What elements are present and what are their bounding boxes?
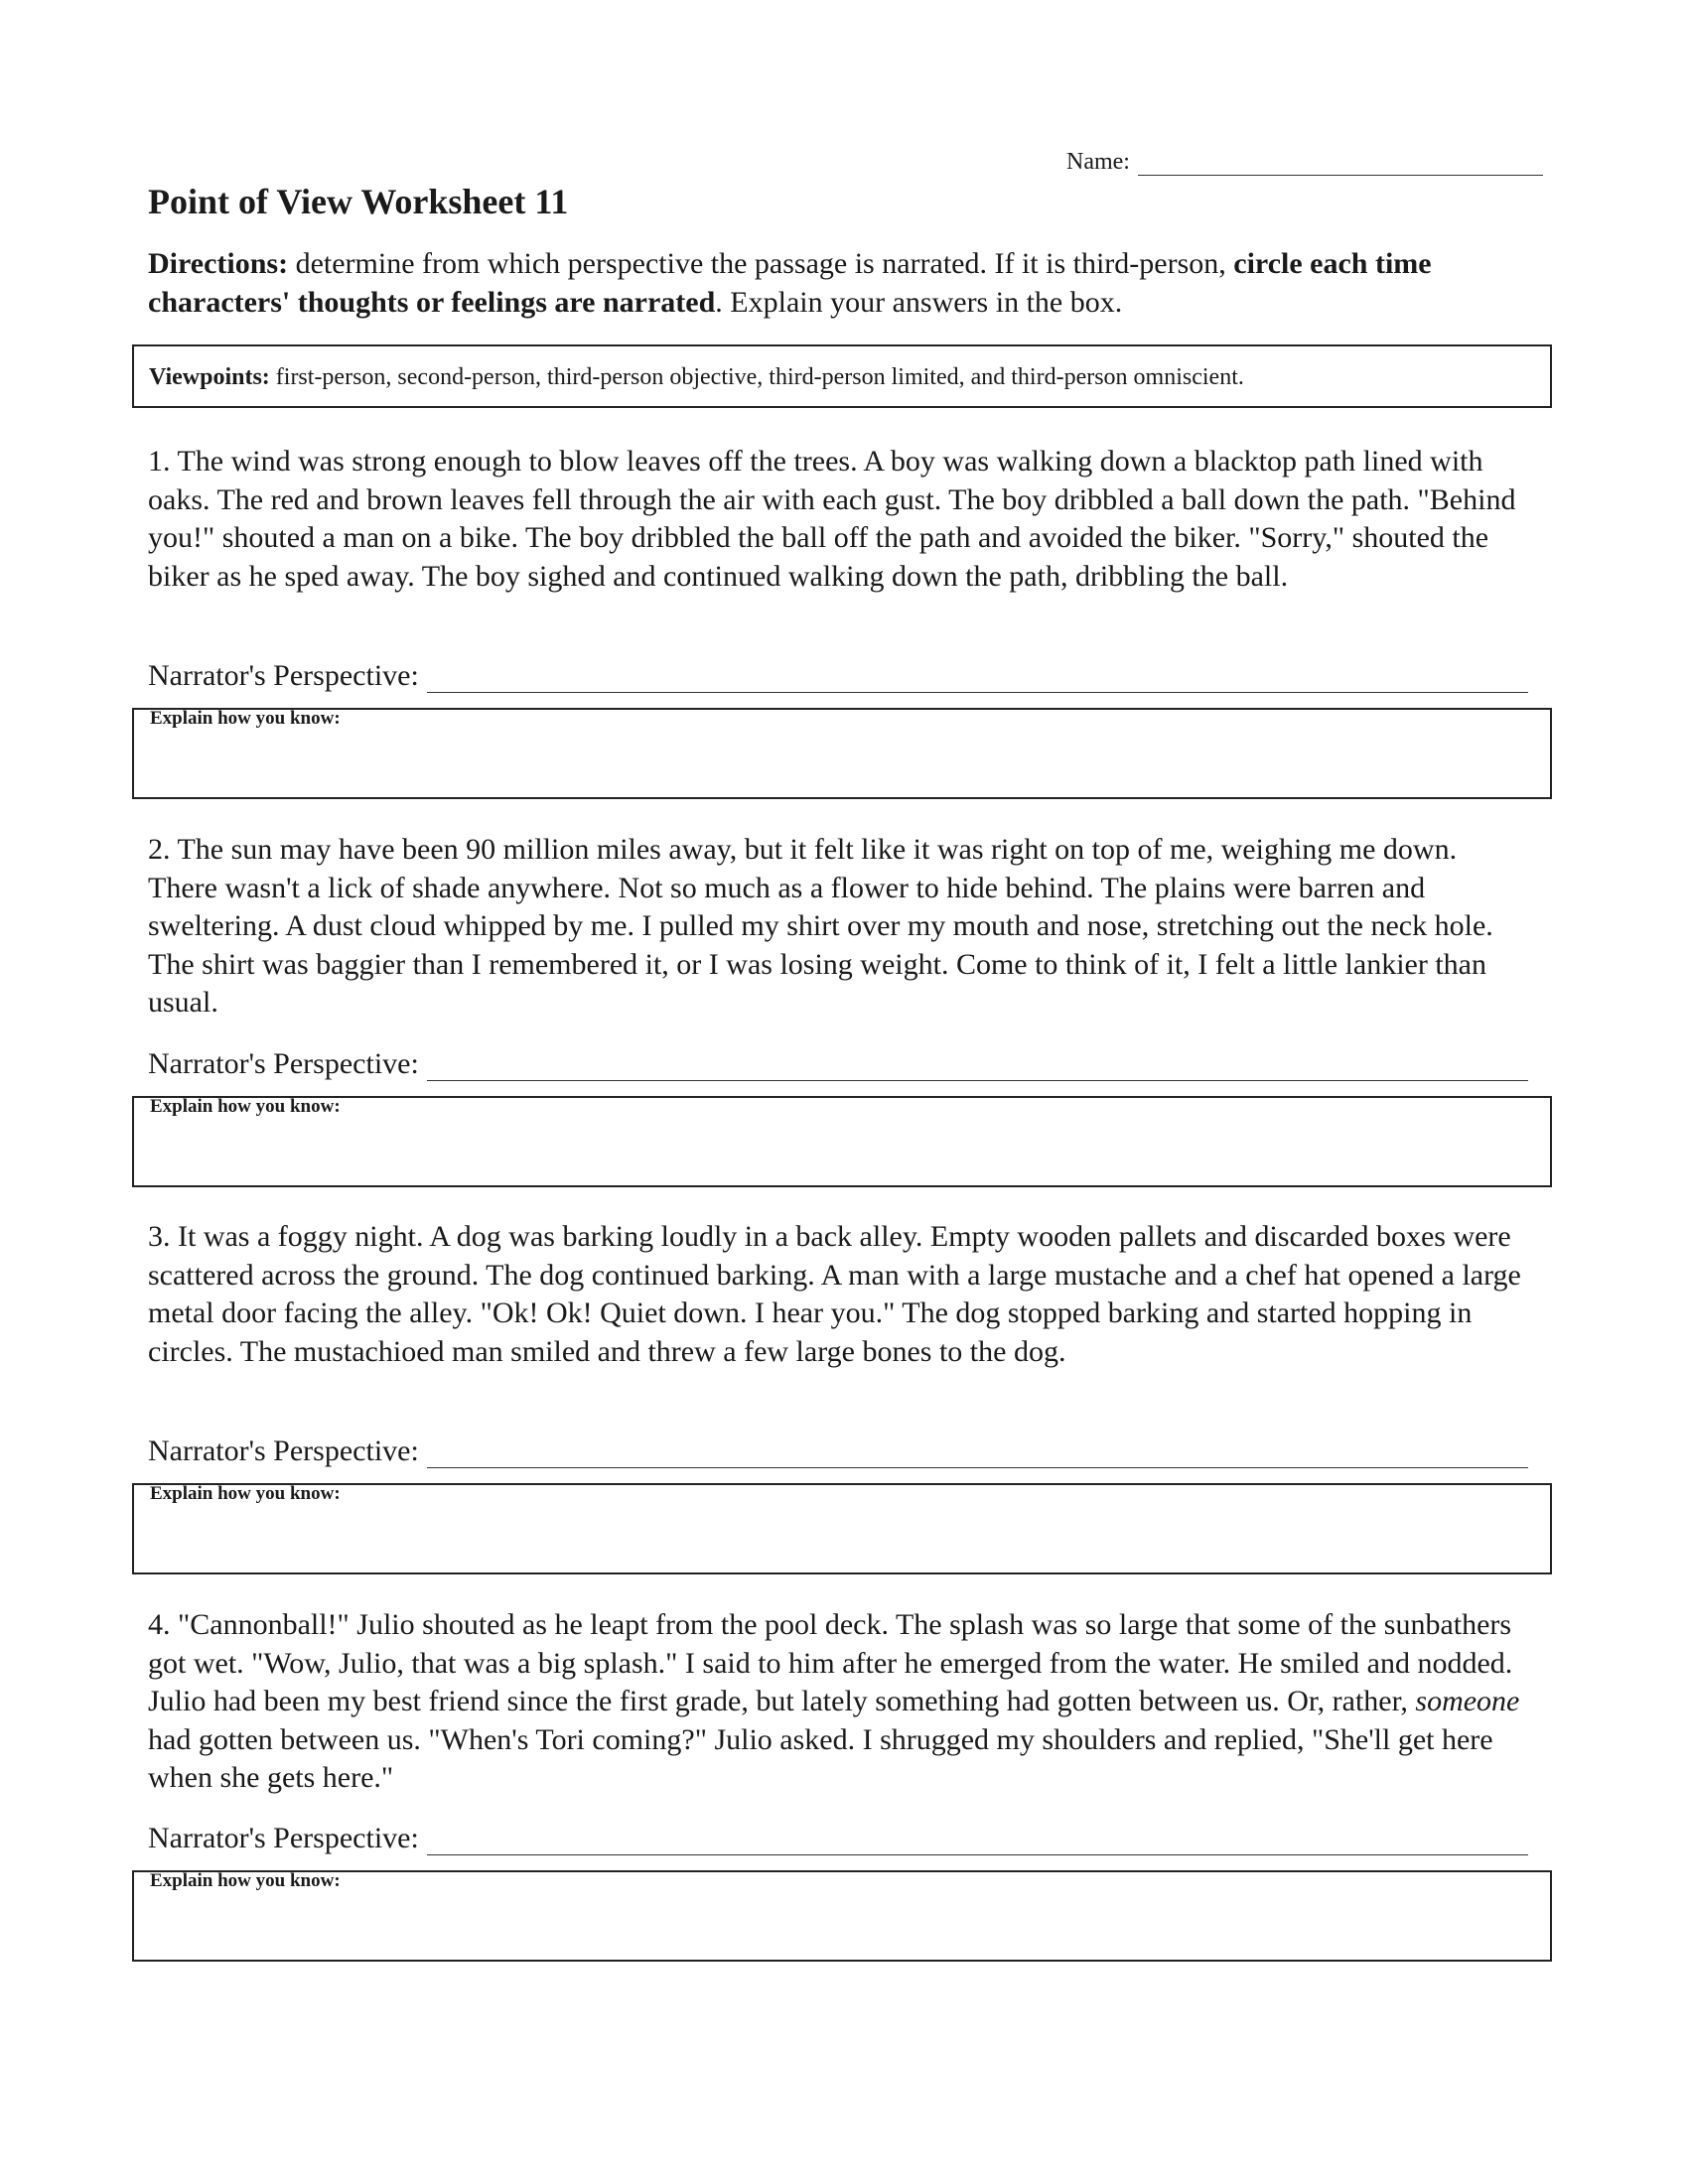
question-4-italic: someone xyxy=(1415,1685,1520,1717)
explain-label: Explain how you know: xyxy=(150,1870,341,1891)
explain-label: Explain how you know: xyxy=(150,1096,341,1117)
name-field[interactable] xyxy=(1066,149,1543,176)
question-1-perspective-field[interactable] xyxy=(148,659,1528,693)
question-4-perspective-field[interactable] xyxy=(148,1822,1528,1855)
perspective-label: Narrator's Perspective: xyxy=(148,1434,419,1467)
explain-label: Explain how you know: xyxy=(150,708,341,729)
worksheet-title: Point of View Worksheet 11 xyxy=(148,182,569,221)
question-3-passage: 3. It was a foggy night. A dog was barking loudly in a back alley. Empty wooden pallets and discarded boxes were scattered across the ground. The dog continued barking. A man with a large mustache and a chef hat opened a large metal door facing the alley. "Ok! Ok! Quiet down. I hear you." The dog stopped barking and started hopping in circles. The mustachioed man smiled and threw a few large bones to the dog. xyxy=(148,1220,1521,1368)
directions-emphasis: circle each time characters' thoughts or feelings are narrated xyxy=(148,247,1432,319)
directions-text-1: determine from which perspective the passage is narrated. If it is third-person, xyxy=(288,247,1234,280)
question-4-explain-box[interactable] xyxy=(132,1870,1552,1962)
viewpoints-box xyxy=(132,344,1552,408)
viewpoints-text: first-person, second-person, third-person objective, third-person limited, and third-person omniscient. xyxy=(269,364,1244,390)
question-2-explain-box[interactable] xyxy=(132,1096,1552,1187)
perspective-label: Narrator's Perspective: xyxy=(148,1047,419,1080)
directions-text-2: . Explain your answers in the box. xyxy=(715,286,1123,319)
perspective-label: Narrator's Perspective: xyxy=(148,659,419,692)
perspective-blank[interactable] xyxy=(427,662,1528,693)
directions-label: Directions: xyxy=(148,247,289,280)
question-4-text-before: 4. "Cannonball!" Julio shouted as he leapt from the pool deck. The splash was so large that some of the sunbathers got wet. "Wow, Julio, that was a big splash." I said to him after he emerged from the water. He smiled and nodded. Julio had been my best friend since the first grade, but lately something had gotten between us. Or, rather, xyxy=(148,1608,1513,1717)
question-3-explain-box[interactable] xyxy=(132,1483,1552,1574)
question-3-perspective-field[interactable] xyxy=(148,1434,1528,1468)
name-label: Name: xyxy=(1066,149,1130,175)
question-2-passage: 2. The sun may have been 90 million miles away, but it felt like it was right on top of me, weighing me down. There wasn't a lick of shade anywhere. Not so much as a flower to hide behind. The plains were barren and sweltering. A dust cloud whipped by me. I pulled my shirt over my mouth and nose, stretching out the neck hole. The shirt was baggier than I remembered it, or I was losing weight. Come to think of it, I felt a little lankier than usual. xyxy=(148,833,1493,1019)
viewpoints-label: Viewpoints: xyxy=(149,364,270,390)
question-2-perspective-field[interactable] xyxy=(148,1047,1528,1081)
question-4-text-after: had gotten between us. "When's Tori coming?" Julio asked. I shrugged my shoulders and replied, "She'll get here when she gets here." xyxy=(148,1722,1493,1794)
name-blank[interactable] xyxy=(1138,149,1543,176)
question-1-explain-box[interactable] xyxy=(132,708,1552,799)
perspective-label: Narrator's Perspective: xyxy=(148,1822,419,1854)
directions xyxy=(148,244,1538,322)
perspective-blank[interactable] xyxy=(427,1825,1528,1855)
explain-label: Explain how you know: xyxy=(150,1483,341,1504)
question-4-passage xyxy=(148,1606,1528,1798)
perspective-blank[interactable] xyxy=(427,1050,1528,1081)
perspective-blank[interactable] xyxy=(427,1437,1528,1468)
question-1-passage: 1. The wind was strong enough to blow leaves off the trees. A boy was walking down a blacktop path lined with oaks. The red and brown leaves fell through the air with each gust. The boy dribbled a ball down the path. "Behind you!" shouted a man on a bike. The boy dribbled the ball off the path and avoided the biker. "Sorry," shouted the biker as he sped away. The boy sighed and continued walking down the path, dribbling the ball. xyxy=(148,445,1516,593)
